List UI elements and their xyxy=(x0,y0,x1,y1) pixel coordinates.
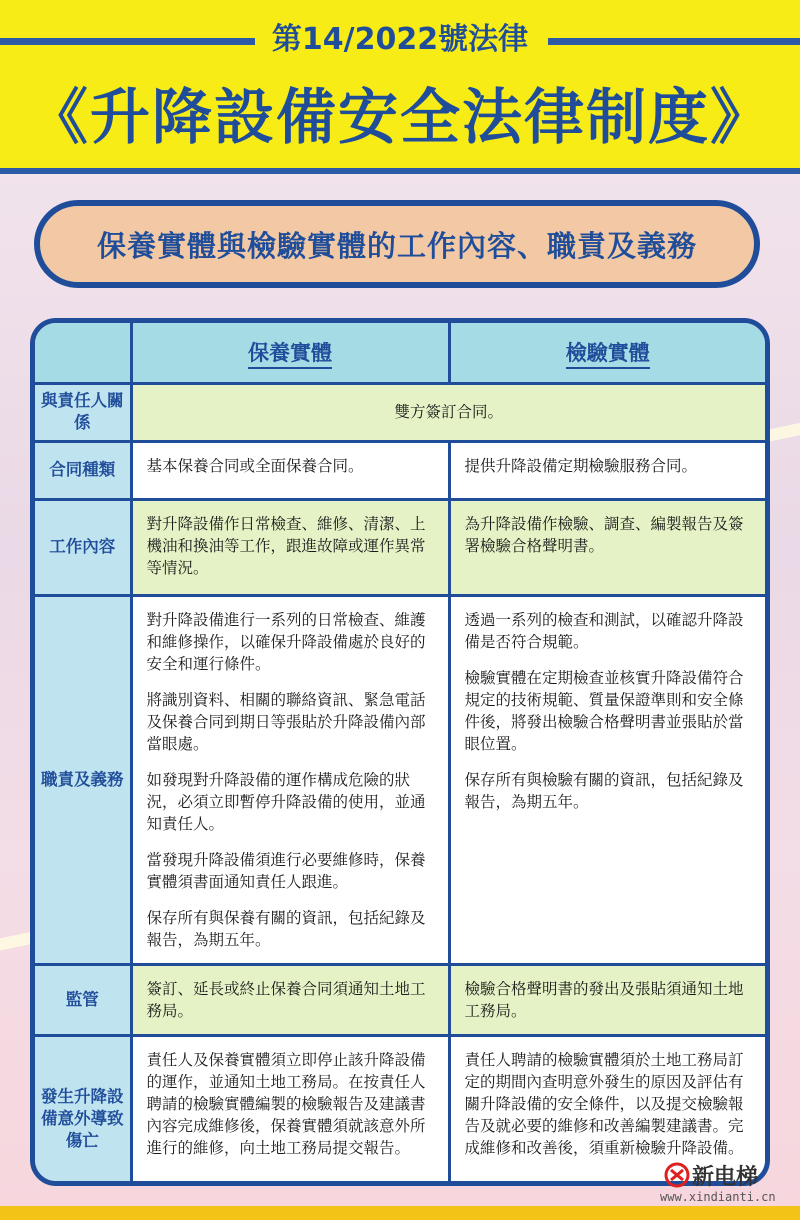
duty-item: 對升降設備進行一系列的日常檢查、維護和維修操作，以確保升降設備處於良好的安全和運行條件。 xyxy=(146,610,426,673)
comparison-table xyxy=(30,318,770,1186)
row-label-duties: 職責及義務 xyxy=(35,595,131,964)
page-title: 《升降設備安全法律制度》 xyxy=(28,83,772,153)
cell-supervision-maintenance: 簽訂、延長或終止保養合同須通知土地工務局。 xyxy=(131,964,449,1035)
table-row-duties xyxy=(35,595,765,964)
duty-item: 透過一系列的檢查和測試，以確認升降設備是否符合規範。 xyxy=(464,610,744,651)
table-row-supervision xyxy=(35,964,765,1035)
duty-item: 保存所有與保養有關的資訊，包括紀錄及報告，為期五年。 xyxy=(146,908,426,949)
cell-supervision-inspection: 檢驗合格聲明書的發出及張貼須通知土地工務局。 xyxy=(449,964,765,1035)
law-number: 第14/2022號法律 xyxy=(271,22,529,57)
cell-accident-maintenance: 責任人及保養實體須立即停止該升降設備的運作，並通知土地工務局。在按責任人聘請的檢驗實體編製的檢驗報告及建議書內容完成維修後，保養實體須就該意外所進行的維修，向土地工務局提交報告。 xyxy=(131,1035,449,1186)
row-label-relation: 與責任人關係 xyxy=(35,383,131,441)
duty-item: 將識別資料、相關的聯絡資訊、緊急電話及保養合同到期日等張貼於升降設備內部當眼處。 xyxy=(146,690,426,753)
cell-duties-maintenance xyxy=(131,595,449,964)
table-row-contract xyxy=(35,441,765,499)
watermark-url: www.xindianti.cn xyxy=(660,1190,776,1204)
corner-cell xyxy=(35,323,131,383)
elevator-logo-icon xyxy=(664,1162,690,1188)
cell-contract-inspection: 提供升降設備定期檢驗服務合同。 xyxy=(449,441,765,499)
cell-duties-inspection xyxy=(449,595,765,964)
cell-contract-maintenance: 基本保養合同或全面保養合同。 xyxy=(131,441,449,499)
table-row-work xyxy=(35,499,765,595)
watermark-logo xyxy=(656,1160,796,1210)
cell-accident-inspection: 責任人聘請的檢驗實體須於土地工務局訂定的期間內查明意外發生的原因及評估有關升降設備的安全條件，以及提交檢驗報告及就必要的維修和改善編製建議書。完成維修和改善後，須重新檢驗升降設備。 xyxy=(449,1035,765,1186)
duty-item: 當發現升降設備須進行必要維修時，保養實體須書面通知責任人跟進。 xyxy=(146,850,426,891)
column-header-inspection: 檢驗實體 xyxy=(449,323,765,383)
row-label-supervision: 監管 xyxy=(35,964,131,1035)
cell-relation: 雙方簽訂合同。 xyxy=(131,383,765,441)
column-header-maintenance: 保養實體 xyxy=(131,323,449,383)
row-label-work: 工作內容 xyxy=(35,499,131,595)
cell-work-inspection: 為升降設備作檢驗、調查、編製報告及簽署檢驗合格聲明書。 xyxy=(449,499,765,595)
table-header-row xyxy=(35,323,765,383)
section-subtitle xyxy=(34,200,760,288)
header-banner xyxy=(0,0,800,174)
duty-item: 如發現對升降設備的運作構成危險的狀況，必須立即暫停升降設備的使用，並通知責任人。 xyxy=(146,770,426,833)
row-label-contract: 合同種類 xyxy=(35,441,131,499)
subtitle-text: 保養實體與檢驗實體的工作內容、職責及義務 xyxy=(96,228,697,263)
cell-work-maintenance: 對升降設備作日常檢查、維修、清潔、上機油和換油等工作，跟進故障或運作異常等情況。 xyxy=(131,499,449,595)
duty-item: 保存所有與檢驗有關的資訊，包括紀錄及報告，為期五年。 xyxy=(464,770,744,811)
duty-item: 檢驗實體在定期檢查並核實升降設備符合規定的技術規範、質量保證準則和安全條件後，將發出檢驗合格聲明書並張貼於當眼位置。 xyxy=(464,668,744,753)
watermark-brand: 新电梯 xyxy=(692,1165,759,1190)
table-row-relation xyxy=(35,383,765,441)
row-label-accident: 發生升降設備意外導致傷亡 xyxy=(35,1035,131,1186)
